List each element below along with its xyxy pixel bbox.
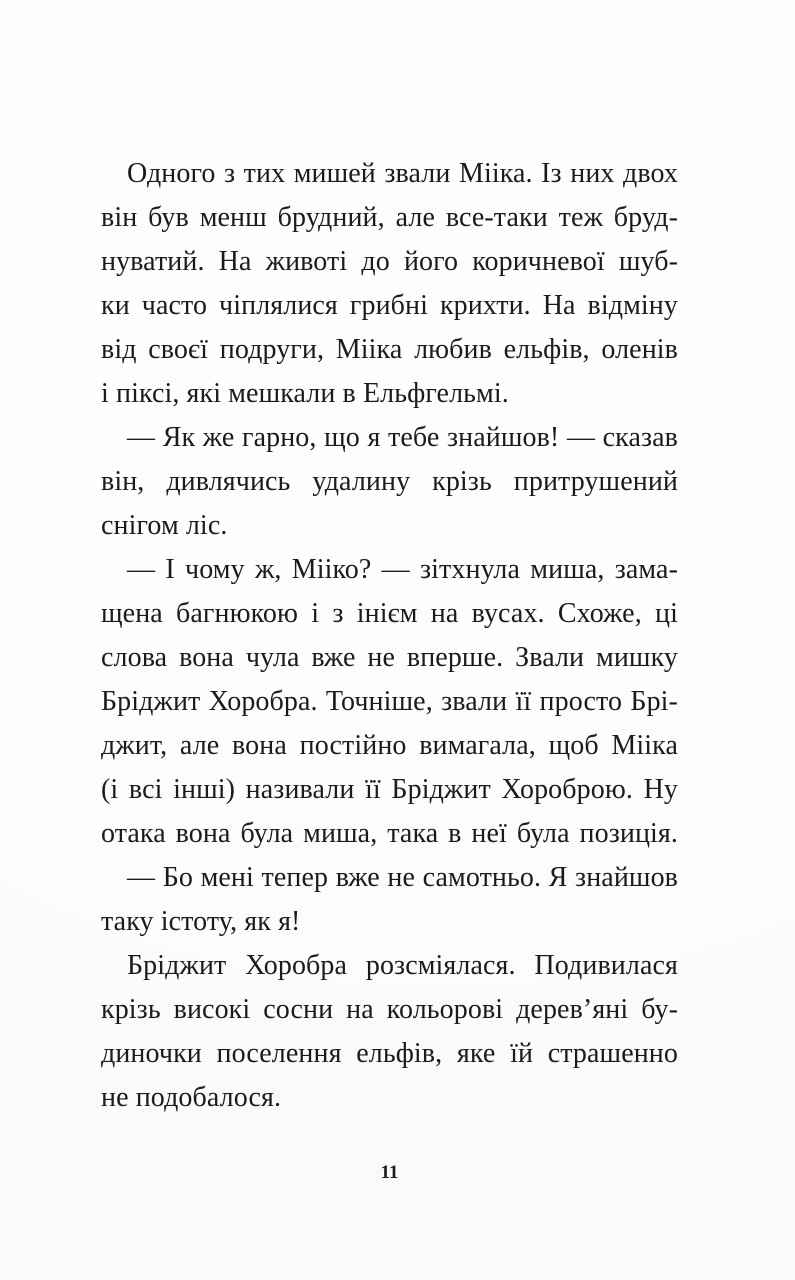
text-line: таку істоту, як я! [101, 906, 301, 937]
text-line: Бріджит Хоробра. Точніше, звали її просто Брі- [101, 686, 678, 717]
text-line: крізь високі сосни на кольорові дерев’яні бу- [101, 994, 678, 1025]
text-line: — І чому ж, Мііко? — зітхнула миша, зама- [127, 554, 678, 585]
text-line: отака вона була миша, така в неї була позиція. [101, 818, 678, 849]
paragraph-4 [101, 856, 678, 944]
text-line: нуватий. На животі до його коричневої шуб- [101, 246, 678, 277]
paragraph-5 [101, 944, 678, 1120]
paragraph-2 [101, 416, 678, 548]
text-line: джит, але вона постійно вимагала, щоб Мііка [101, 730, 678, 761]
text-line: — Бо мені тепер вже не самотньо. Я знайшов [127, 862, 678, 893]
paragraph-1 [101, 152, 678, 416]
text-line: не подобалося. [101, 1082, 282, 1113]
paragraph-3 [101, 548, 678, 856]
text-line: Бріджит Хоробра розсміялася. Подивилася [127, 950, 678, 981]
text-line: (і всі інші) називали її Бріджит Хороброю. Ну [101, 774, 678, 805]
text-line: від своєї подруги, Мііка любив ельфів, оленів [101, 334, 678, 365]
text-line: диночки поселення ельфів, яке їй страшенно [101, 1038, 678, 1069]
text-line: — Як же гарно, що я тебе знайшов! — сказав [127, 422, 678, 453]
text-line: снігом ліс. [101, 510, 228, 541]
page-number: 11 [380, 1162, 399, 1183]
text-line: щена багнюкою і з інієм на вусах. Схоже, ці [101, 598, 678, 629]
text-line: і піксі, які мешкали в Ельфгельмі. [101, 378, 509, 409]
text-line: Одного з тих мишей звали Мііка. Із них двох [127, 158, 678, 189]
text-line: він, дивлячись удалину крізь притрушений [101, 466, 678, 497]
text-line: слова вона чула вже не вперше. Звали мишку [101, 642, 678, 673]
page-text [101, 152, 678, 1120]
text-line: він був менш брудний, але все-таки теж бруд- [101, 202, 678, 233]
text-line: ки часто чіплялися грибні крихти. На відміну [101, 290, 678, 321]
